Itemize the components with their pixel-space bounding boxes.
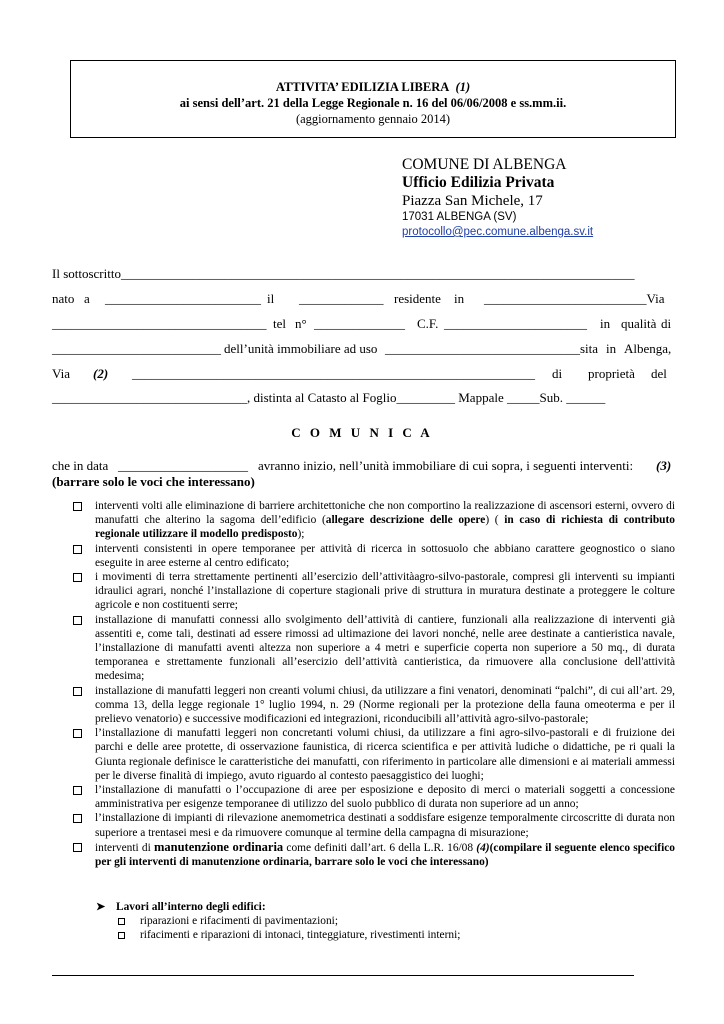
office-name: Ufficio Edilizia Privata: [402, 174, 555, 191]
header-box: [70, 60, 676, 138]
checkbox-icon[interactable]: [118, 918, 125, 925]
comunica-heading: C O M U N I C A: [291, 425, 433, 440]
sub-list-item: rifacimenti e riparazioni di intonaci, tinteggiature, rivestimenti interni;: [96, 928, 460, 942]
title-note: (1): [455, 80, 471, 94]
checkbox-icon[interactable]: [73, 573, 82, 582]
residence-field[interactable]: _________________________Via: [484, 291, 665, 306]
arrow-right-icon: ➤: [96, 901, 106, 913]
checkbox-icon[interactable]: [73, 814, 82, 823]
interventions-list: [73, 499, 675, 869]
property-street-field[interactable]: ______________________________________________________________: [132, 366, 535, 381]
cadastral-field[interactable]: ______________________________, distinta al Catasto al Foglio_________ Mappale _____Sub. ______: [52, 390, 606, 405]
document-subtitle: ai sensi dell’art. 21 della Legge Regionale n. 16 del 06/06/2008 e ss.mm.ii.: [179, 96, 567, 110]
list-item: installazione di manufatti leggeri non creanti volumi chiusi, da utilizzare a fini venatori, denominati “palchi”, di cui all’art. 29, comma 13, della legge regionale 1° luglio 1994, n. 29 (Norme regionali per la protezione della fauna omeoterma e per il prelievo venatorio) e successive modificazioni ed integrazioni, riconducibili all’attività agro-silvo-pastorale;: [73, 684, 675, 727]
footer-divider: [52, 975, 634, 976]
form-line-uso: __________________________ dell’unità immobiliare ad uso ______________________________sita in Albenga,: [52, 341, 672, 356]
sub-list-item: riparazioni e rifacimenti di pavimentazioni;: [96, 914, 460, 928]
checkbox-icon[interactable]: [73, 502, 82, 511]
address-block: [402, 156, 593, 240]
intro-bold-line: (barrare solo le voci che interessano): [52, 474, 255, 489]
usage-field[interactable]: ______________________________sita: [385, 341, 599, 356]
intro-line: che in data ____________________ avranno inizio, nell’unità immobiliare di cui sopra, i seguenti interventi: (3): [52, 458, 672, 473]
sub-list: [96, 900, 460, 943]
list-item: l’installazione di manufatti leggeri non concretanti volumi chiusi, da utilizzare a fini agro-silvo-pastorali e di fruizione dei parchi e delle aree protette, di osservazione faunistica, di ricerca scientifica e per attività ludiche o didattiche, pe ri quali la Giunta regionale definisce le caratteristiche dei manufatti, con riferimento in particolare alle dimensioni e ai materiali ammessi per le diverse finalità di impiego, avuto riguardo al contesto paesaggistico dei luoghi;: [73, 726, 675, 783]
checkbox-icon[interactable]: [73, 545, 82, 554]
form-line-tel: _________________________________ tel n° ______________ C.F. ______________________ in qualità di: [52, 316, 672, 331]
checkbox-icon[interactable]: [73, 616, 82, 625]
role-field[interactable]: __________________________: [52, 341, 221, 356]
form-line-via: Via (2) ______________________________________________________________ di proprietà del: [52, 366, 667, 381]
checkbox-icon[interactable]: [73, 687, 82, 696]
phone-field[interactable]: ______________: [314, 316, 405, 331]
city-address: 17031 ALBENGA (SV): [402, 211, 517, 223]
list-item: interventi consistenti in opere temporanee per attività di ricerca in sottosuolo che abbiano carattere geognostico o siano eseguite in aree esterne al centro edificato;: [73, 542, 675, 570]
list-item: installazione di manufatti connessi allo svolgimento dell’attività di cantiere, funzionali alla realizzazione di interventi già assentiti e, come tali, destinati ad essere rimossi ad ultimazione dei lavori nonché, nelle aree destinate a cantieristica navale, l’installazione di manufatti aventi altezza non superiore a 4 metri e superficie coperta non superiore a 50 mq., di durata temporanea e strettamente funzionali all’esercizio dell’attività cantieristica, da rimuovere alla conclusione dell'attività medesima;: [73, 613, 675, 684]
checkbox-icon[interactable]: [73, 843, 82, 852]
birthplace-field[interactable]: ________________________: [105, 291, 261, 306]
list-item: interventi di manutenzione ordinaria come definiti dall’art. 6 della L.R. 16/08 (4)(compilare il seguente elenco specifico per gli interventi di manutenzione ordinaria, barrare solo le voci che interessano): [73, 840, 675, 869]
tax-code-field[interactable]: ______________________: [444, 316, 587, 331]
checkbox-icon[interactable]: [73, 729, 82, 738]
list-item: l’installazione di impianti di rilevazione anemometrica destinati a soddisfare esigenze temporalmente circoscritte di durata non superiore a trentasei mesi e da rimuovere comunque al termine della campagna di misurazione;: [73, 811, 675, 839]
birthdate-field[interactable]: _____________: [299, 291, 384, 306]
document-update: (aggiornamento gennaio 2014): [295, 112, 451, 126]
document-title: ATTIVITA’ EDILIZIA LIBERA (1): [275, 80, 471, 94]
checkbox-icon[interactable]: [118, 932, 125, 939]
street-address: Piazza San Michele, 17: [402, 193, 543, 209]
comune-name: COMUNE DI ALBENGA: [402, 156, 567, 173]
list-item: l’installazione di manufatti o l’occupazione di aree per esposizione e deposito di merci o materiali soggetti a concessione amministrativa per esigenze temporanee di utilizzo del suolo pubblico di durata non superiore ad un anno;: [73, 783, 675, 811]
start-date-field[interactable]: ____________________: [118, 458, 248, 473]
form-line-sottoscritto: Il sottoscritto_______________________________________________________________________________: [52, 266, 635, 281]
list-item: interventi volti alle eliminazione di barriere architettoniche che non comportino la realizzazione di ascensori esterni, ovvero di manufatti che alterino la sagoma dell’edificio (allegare descrizione delle opere) ( in caso di richiesta di contributo regionale utilizzare il modello predisposto);: [73, 499, 675, 542]
pec-email-link[interactable]: protocollo@pec.comune.albenga.sv.it: [402, 226, 594, 238]
sub-heading: ➤ Lavori all’interno degli edifici:: [96, 901, 266, 913]
checkbox-icon[interactable]: [73, 786, 82, 795]
list-item: i movimenti di terra strettamente pertinenti all’esercizio dell’attivitàagro-silvo-pastorale, compresi gli interventi su impianti idraulici agrari, nonché l’installazione di coperture stagionali prive di struttura in muratura destinate a proteggere le colture agricole e non costituenti serre;: [73, 570, 675, 613]
form-line-nato: nato a ________________________ il _____________ residente in _________________________Via: [52, 291, 665, 306]
form-line-catasto: [52, 390, 672, 406]
street-field[interactable]: _________________________________: [52, 316, 267, 331]
